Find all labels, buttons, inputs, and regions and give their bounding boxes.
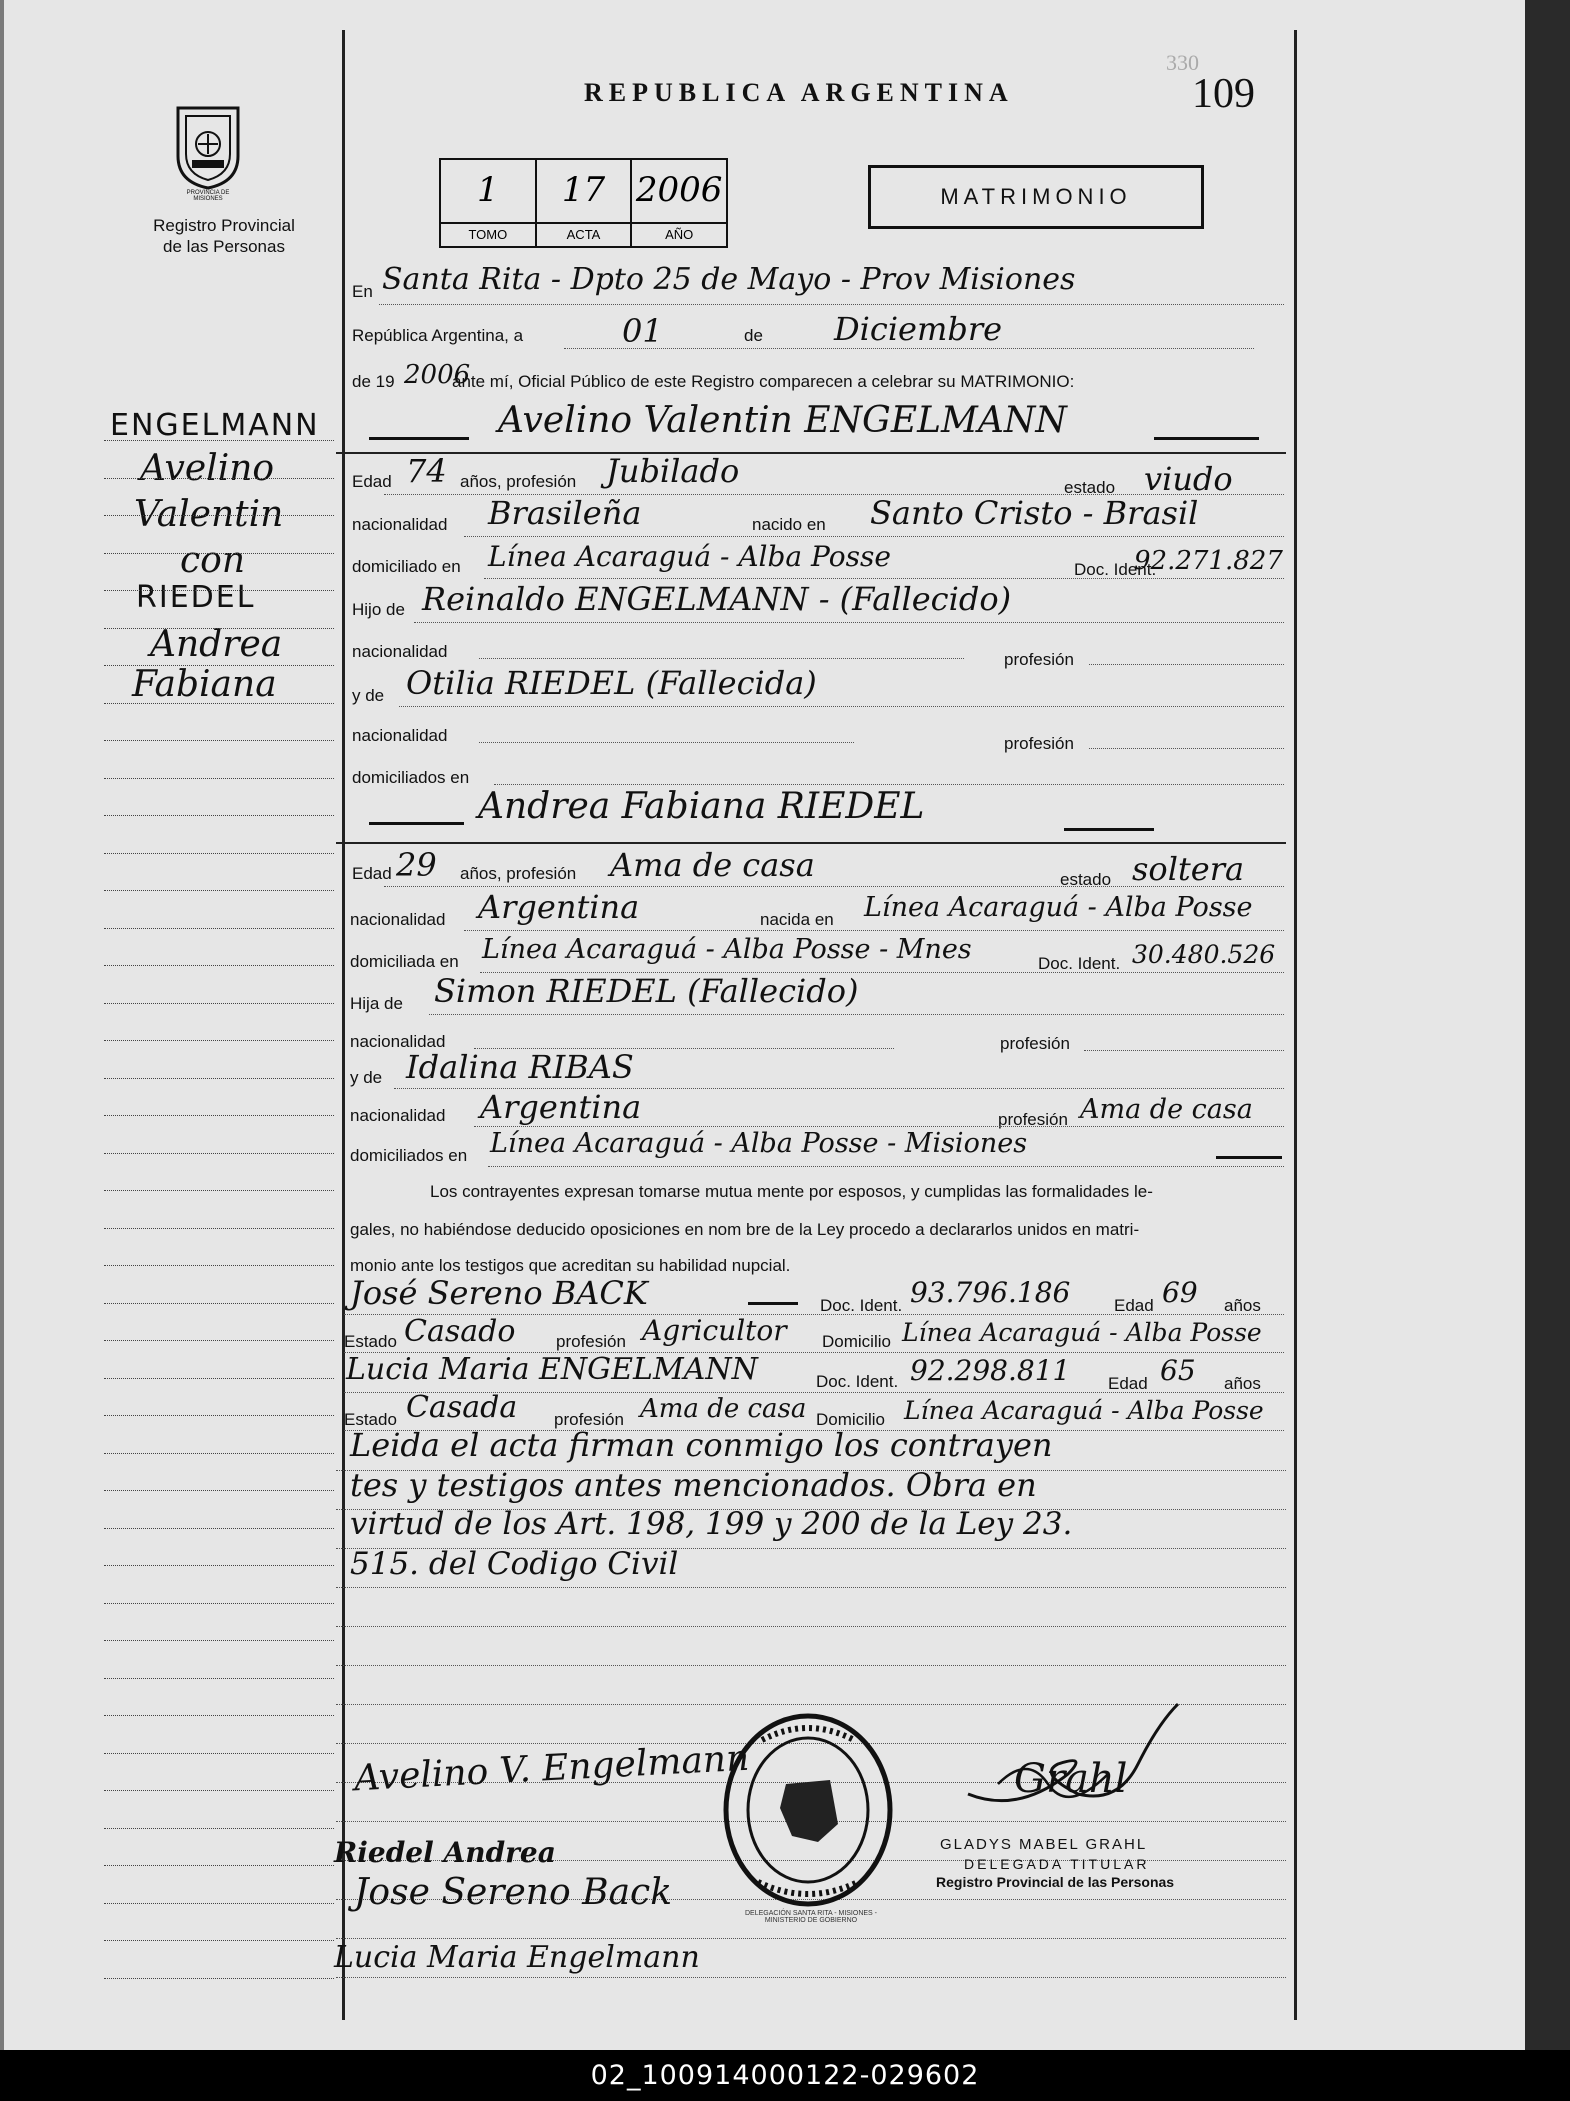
witness2-profession: Ama de casa — [640, 1394, 807, 1424]
stamp-inscription: DELEGACIÓN SANTA RITA - MISIONES - MINISTERIO DE GOBIERNO — [745, 1910, 877, 1924]
groom-mother-line — [399, 706, 1284, 707]
document-page — [4, 0, 1529, 2050]
groom-nacido-label: nacido en — [752, 515, 826, 534]
witness2-domicile: Línea Acaraguá - Alba Posse — [904, 1396, 1264, 1425]
groom-estado-label: estado — [1064, 478, 1116, 497]
bride-section-rule — [336, 842, 1286, 844]
page-edge-shadow — [1525, 0, 1570, 2050]
closing-note-line-3: virtud de los Art. 198, 199 y 200 de la Ley 23. — [350, 1506, 1073, 1542]
margin-line-7: Fabiana — [132, 664, 277, 705]
bride-domiciliada-label: domiciliada en — [350, 952, 459, 971]
body-ruled-line — [336, 1587, 1286, 1588]
registry-name — [124, 215, 324, 257]
bride-mother-nac-line — [474, 1126, 1284, 1127]
official-organization: Registro Provincial de las Personas — [936, 1874, 1175, 1890]
groom-domiciliados-line — [494, 784, 1284, 785]
groom-father-nac-label: nacionalidad — [352, 642, 448, 661]
bride-father-nac-label: nacionalidad — [350, 1032, 446, 1051]
bride-name-dash-left — [369, 822, 464, 825]
witness1-name: José Sereno BACK — [350, 1274, 648, 1312]
margin-line-2: Avelino — [140, 448, 275, 489]
groom-mother: Otilia RIEDEL (Fallecida) — [406, 664, 817, 702]
groom-edad-label: Edad — [352, 472, 392, 491]
bride-father-prof-line — [1084, 1050, 1284, 1051]
country-header: REPUBLICA ARGENTINA — [584, 78, 1014, 107]
margin-ruled-line — [104, 1715, 334, 1716]
margin-ruled-line — [104, 478, 334, 479]
witness1-civil-status: Casado — [404, 1314, 516, 1349]
intro-statement: ante mí, Oficial Público de este Registro comparecen a celebrar su MATRIMONIO: — [452, 372, 1075, 391]
ano-value: 2006 — [635, 170, 723, 210]
bride-anos-profesion-label: años, profesión — [460, 864, 577, 883]
margin-ruled-line — [104, 1865, 334, 1866]
margin-ruled-line — [104, 665, 334, 666]
witness2-age: 65 — [1160, 1354, 1196, 1387]
witness2-doc: 92.298.811 — [910, 1354, 1071, 1387]
groom-mother-prof-label: profesión — [1004, 734, 1074, 753]
official-name: GLADYS MABEL GRAHL — [940, 1836, 1148, 1853]
tomo-value: 1 — [477, 170, 499, 210]
body-ruled-line — [336, 1548, 1286, 1549]
margin-divider-left — [342, 30, 345, 2020]
body-ruled-line — [336, 1665, 1286, 1666]
seal-inscription: PROVINCIA DE MISIONES — [186, 190, 230, 202]
margin-ruled-line — [104, 1753, 334, 1754]
body-ruled-line — [336, 1509, 1286, 1510]
registry-name-line1: Registro Provincial — [153, 216, 295, 235]
declaration-line-1: Los contrayentes expresan tomarse mutua mente por esposos, y cumplidas las formalidades le- — [430, 1182, 1153, 1201]
year-prefix-label: de 19 — [352, 372, 395, 391]
bride-profession: Ama de casa — [610, 846, 815, 884]
body-ruled-line — [336, 1977, 1286, 1978]
groom-nationality: Brasileña — [488, 494, 642, 532]
margin-ruled-line — [104, 1228, 334, 1229]
tomo-label: TOMO — [441, 222, 535, 246]
bride-name: Andrea Fabiana RIEDEL — [478, 786, 925, 827]
margin-ruled-line — [104, 590, 334, 591]
republica-label: República Argentina, a — [352, 326, 524, 345]
margin-ruled-line — [104, 1603, 334, 1604]
bride-mother-profession: Ama de casa — [1080, 1094, 1253, 1125]
margin-ruled-line — [104, 1678, 334, 1679]
witness2-signature: Lucia Maria Engelmann — [334, 1940, 700, 1975]
bride-nationality-line — [464, 930, 1284, 931]
margin-ruled-line — [104, 1078, 334, 1079]
bride-parents-domicile-dash — [1216, 1156, 1282, 1159]
groom-domiciliado-label: domiciliado en — [352, 557, 461, 576]
groom-father-nac-line — [479, 658, 964, 659]
witness2-domicilio-label: Domicilio — [816, 1410, 885, 1429]
groom-birthplace: Santo Cristo - Brasil — [870, 494, 1199, 532]
margin-ruled-line — [104, 853, 334, 854]
witness1-domicile: Línea Acaraguá - Alba Posse — [902, 1318, 1262, 1347]
margin-line-6: Andrea — [150, 624, 283, 665]
groom-name-dash-left — [369, 437, 469, 440]
tomo-cell — [441, 160, 537, 246]
groom-yde-label: y de — [352, 686, 385, 705]
acta-cell — [537, 160, 633, 246]
de-label: de — [744, 326, 763, 345]
bride-hija-label: Hija de — [350, 994, 403, 1013]
margin-ruled-line — [104, 1828, 334, 1829]
margin-ruled-line — [104, 965, 334, 966]
witness2-name: Lucia Maria ENGELMANN — [346, 1352, 758, 1387]
margin-ruled-line — [104, 740, 334, 741]
margin-ruled-line — [104, 1303, 334, 1304]
bride-nacionalidad-label: nacionalidad — [350, 910, 446, 929]
provincial-seal-icon — [172, 98, 244, 190]
marriage-month: Diciembre — [834, 310, 1003, 348]
witness1-domicilio-label: Domicilio — [822, 1332, 891, 1351]
groom-father: Reinaldo ENGELMANN - (Fallecido) — [422, 580, 1012, 618]
groom-mother-prof-line — [1089, 748, 1284, 749]
closing-note-line-4: 515. del Codigo Civil — [350, 1546, 679, 1582]
bride-nationality: Argentina — [478, 888, 640, 926]
margin-line-4: con — [180, 540, 246, 581]
bride-age-line — [384, 886, 1284, 887]
bride-domiciliados-label: domiciliados en — [350, 1146, 468, 1165]
groom-domicile-line — [484, 578, 1284, 579]
groom-doc: 92.271.827 — [1134, 546, 1283, 576]
margin-ruled-line — [104, 1903, 334, 1904]
acta-value: 17 — [561, 170, 606, 210]
witness1-signature: Jose Sereno Back — [354, 1872, 673, 1913]
page-number: 109 — [1192, 71, 1255, 117]
witness1-profession: Agricultor — [642, 1314, 787, 1347]
bride-nacida-label: nacida en — [760, 910, 834, 929]
groom-domicile: Línea Acaraguá - Alba Posse — [488, 540, 891, 573]
margin-ruled-line — [104, 1453, 334, 1454]
margin-ruled-line — [104, 703, 334, 704]
marriage-place: Santa Rita - Dpto 25 de Mayo - Prov Misiones — [382, 262, 1076, 297]
groom-hijo-label: Hijo de — [352, 600, 405, 619]
margin-ruled-line — [104, 1153, 334, 1154]
groom-nationality-line — [464, 536, 1284, 537]
groom-mother-nac-line — [479, 742, 854, 743]
witness1-name-dash — [748, 1302, 798, 1305]
acta-label: ACTA — [537, 222, 631, 246]
witness1-anos-label: años — [1224, 1296, 1261, 1315]
witness2-anos-label: años — [1224, 1374, 1261, 1393]
witness1-estado-label: Estado — [344, 1332, 397, 1351]
margin-ruled-line — [104, 1190, 334, 1191]
witness2-profesion-label: profesión — [554, 1410, 624, 1429]
witness2-edad-label: Edad — [1108, 1374, 1148, 1393]
bride-doc-label: Doc. Ident. — [1038, 954, 1121, 973]
bride-name-dash-right — [1064, 828, 1154, 831]
margin-ruled-line — [104, 628, 334, 629]
groom-signature: Avelino V. Engelmann — [353, 1737, 751, 1800]
margin-line-3: Valentin — [134, 494, 284, 535]
bride-signature: Riedel Andrea — [334, 1836, 556, 1869]
bride-yde-label: y de — [350, 1068, 383, 1087]
margin-ruled-line — [104, 1790, 334, 1791]
margin-line-1: ENGELMANN — [110, 408, 320, 443]
margin-ruled-line — [104, 1003, 334, 1004]
registry-name-line2: de las Personas — [163, 237, 285, 256]
record-type-box: MATRIMONIO — [868, 165, 1204, 229]
groom-nacionalidad-label: nacionalidad — [352, 515, 448, 534]
bride-age: 29 — [396, 846, 437, 884]
groom-father-line — [414, 622, 1284, 623]
bride-parents-domicile-line — [488, 1166, 1284, 1167]
groom-section-rule — [336, 452, 1286, 454]
bride-birthplace: Línea Acaraguá - Alba Posse — [864, 892, 1253, 923]
body-ruled-line — [336, 1470, 1286, 1471]
bride-mother-nac-label: nacionalidad — [350, 1106, 446, 1125]
marriage-year: 2006 — [404, 360, 471, 390]
margin-ruled-line — [104, 890, 334, 891]
witness1-doc-label: Doc. Ident. — [820, 1296, 903, 1315]
bride-father-prof-label: profesión — [1000, 1034, 1070, 1053]
margin-ruled-line — [104, 1940, 334, 1941]
margin-ruled-line — [104, 1340, 334, 1341]
witness1-edad-label: Edad — [1114, 1296, 1154, 1315]
margin-ruled-line — [104, 440, 334, 441]
margin-ruled-line — [104, 778, 334, 779]
declaration-line-3: monio ante los testigos que acreditan su habilidad nupcial. — [350, 1256, 791, 1275]
en-label: En — [352, 282, 373, 301]
margin-ruled-line — [104, 1115, 334, 1116]
groom-profession: Jubilado — [606, 452, 740, 490]
bride-civil-status: soltera — [1132, 850, 1245, 888]
official-title: DELEGADA TITULAR — [964, 1856, 1150, 1872]
margin-ruled-line — [104, 1565, 334, 1566]
bride-mother-prof-label: profesión — [998, 1110, 1068, 1129]
margin-divider-right — [1294, 30, 1297, 2020]
margin-ruled-line — [104, 1490, 334, 1491]
margin-ruled-line — [104, 1040, 334, 1041]
body-ruled-line — [336, 1626, 1286, 1627]
margin-ruled-line — [104, 928, 334, 929]
date-line — [564, 348, 1254, 349]
groom-domiciliados-label: domiciliados en — [352, 768, 470, 787]
margin-ruled-line — [104, 1378, 334, 1379]
marriage-day: 01 — [622, 312, 663, 350]
groom-name: Avelino Valentin ENGELMANN — [498, 400, 1067, 441]
ano-cell — [632, 160, 726, 246]
margin-ruled-line — [104, 553, 334, 554]
bride-domicile: Línea Acaraguá - Alba Posse - Mnes — [482, 934, 972, 965]
witness2-estado-label: Estado — [344, 1410, 397, 1429]
body-ruled-line — [336, 1938, 1286, 1939]
witness1-doc: 93.796.186 — [910, 1276, 1071, 1309]
closing-note-line-1: Leida el acta firman conmigo los contrayen — [350, 1426, 1053, 1464]
scan-file-id: 02_100914000122-029602 — [0, 2050, 1570, 2101]
witness1-age: 69 — [1162, 1276, 1198, 1309]
declaration-line-2: gales, no habiéndose deducido oposiciones en nom bre de la Ley procedo a declararlos unidos en matri- — [350, 1220, 1140, 1239]
margin-ruled-line — [104, 1528, 334, 1529]
witness2-doc-label: Doc. Ident. — [816, 1372, 899, 1391]
closing-note-line-2: tes y testigos antes mencionados. Obra en — [350, 1466, 1037, 1504]
margin-ruled-line — [104, 1265, 334, 1266]
groom-mother-nac-label: nacionalidad — [352, 726, 448, 745]
margin-line-5: RIEDEL — [136, 580, 256, 615]
margin-ruled-line — [104, 1415, 334, 1416]
margin-ruled-line — [104, 515, 334, 516]
faint-page-number: 330 — [1166, 50, 1199, 75]
groom-doc-label: Doc. Ident. — [1074, 560, 1157, 579]
groom-civil-status: viudo — [1144, 460, 1233, 498]
groom-father-prof-line — [1089, 664, 1284, 665]
witness1-profesion-label: profesión — [556, 1332, 626, 1351]
margin-ruled-line — [104, 1978, 334, 1979]
margin-ruled-line — [104, 815, 334, 816]
groom-father-prof-label: profesión — [1004, 650, 1074, 669]
witness2-civil-status: Casada — [406, 1390, 518, 1425]
bride-estado-label: estado — [1060, 870, 1112, 889]
groom-age: 74 — [406, 452, 447, 490]
bride-doc: 30.480.526 — [1132, 940, 1276, 969]
groom-name-dash-right — [1154, 437, 1259, 440]
bride-mother-nationality: Argentina — [480, 1088, 642, 1126]
record-box — [439, 158, 728, 248]
bride-edad-label: Edad — [352, 864, 392, 883]
bride-father-line — [429, 1014, 1284, 1015]
groom-anos-profesion-label: años, profesión — [460, 472, 577, 491]
place-line — [379, 304, 1284, 305]
bride-father: Simon RIEDEL (Fallecido) — [434, 972, 859, 1010]
official-signature: Grahl — [1014, 1756, 1128, 1802]
margin-ruled-line — [104, 1640, 334, 1641]
bride-mother: Idalina RIBAS — [406, 1048, 634, 1086]
ano-label: AÑO — [632, 222, 726, 246]
bride-parents-domicile: Línea Acaraguá - Alba Posse - Misiones — [490, 1128, 1028, 1159]
